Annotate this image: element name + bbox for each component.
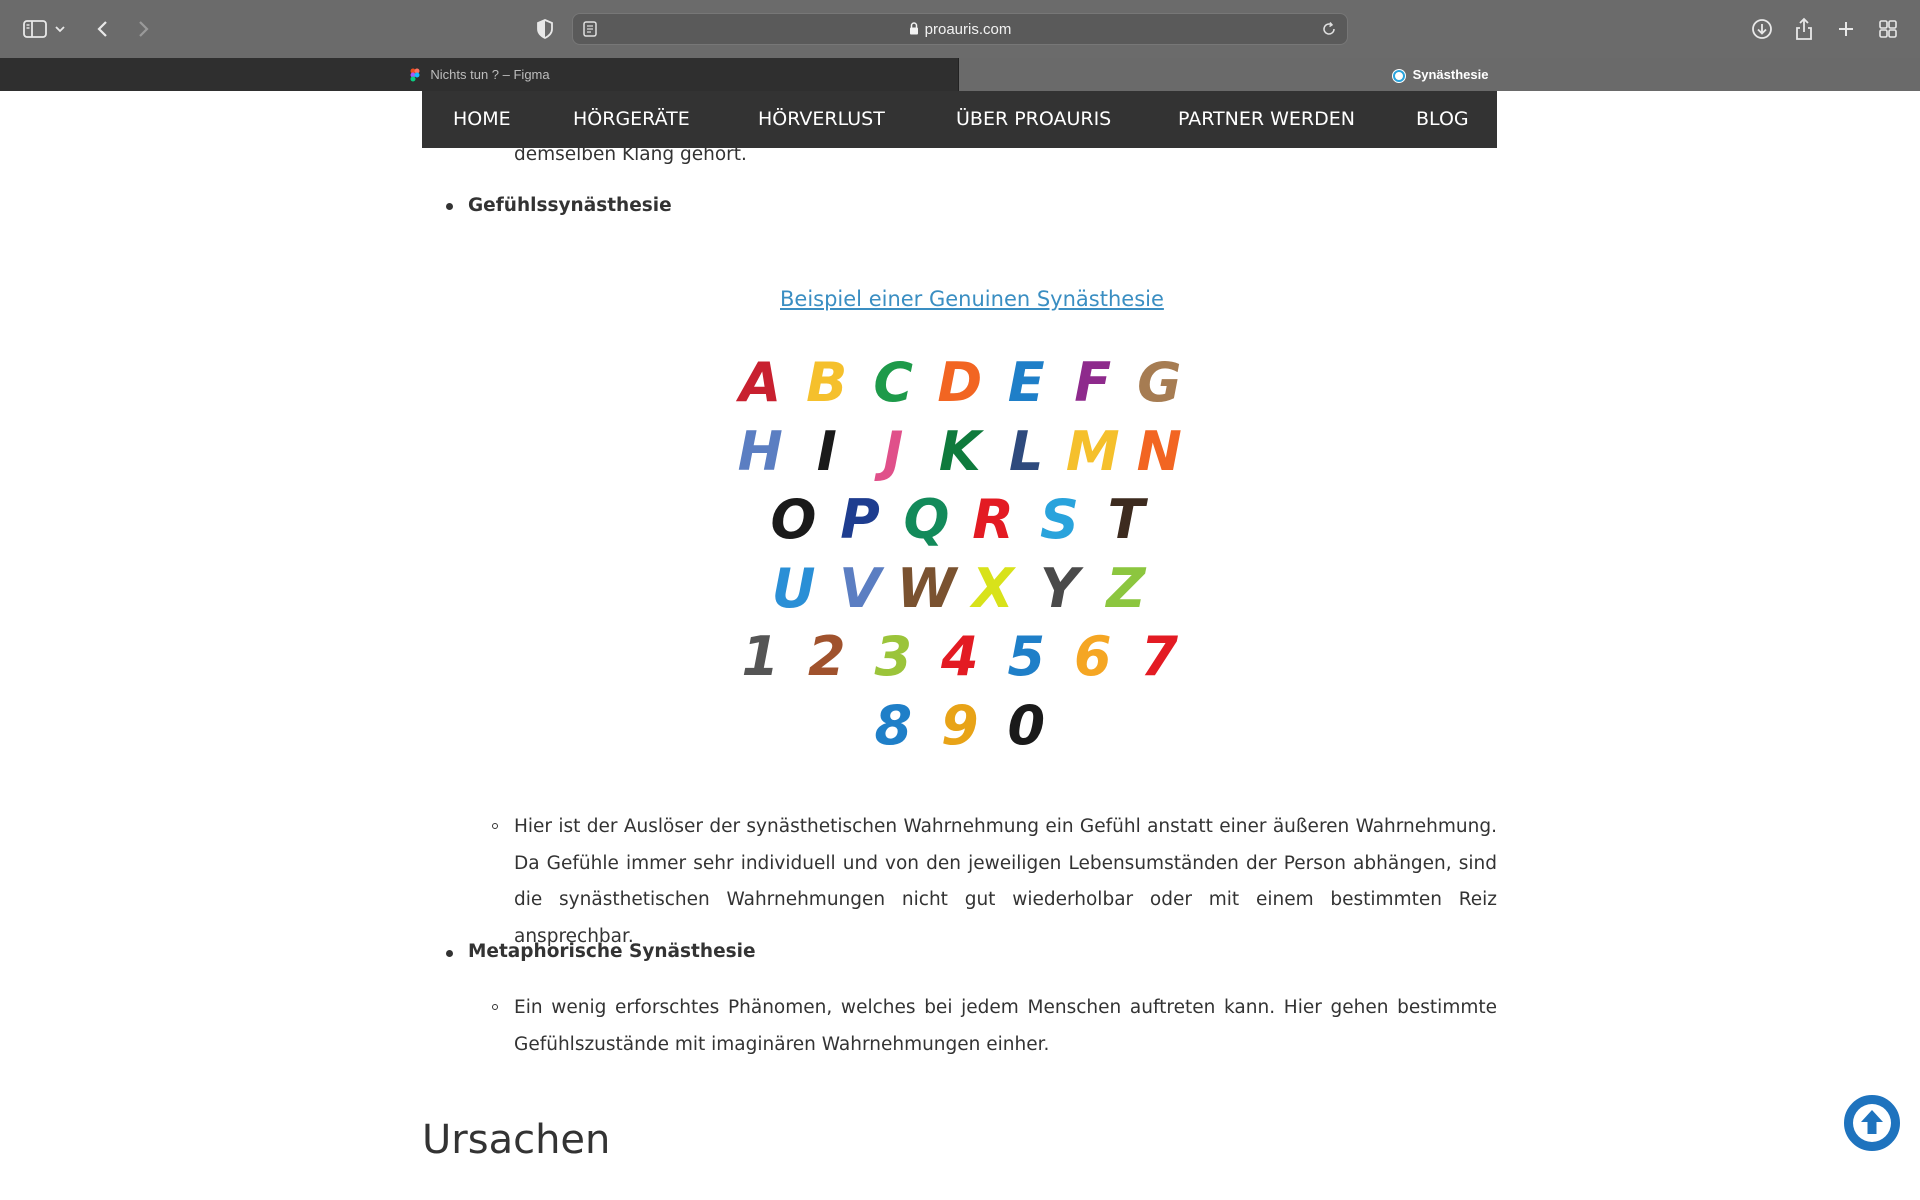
synesthesia-glyph: Z [1106, 556, 1146, 620]
arrow-up-icon [1848, 1099, 1896, 1147]
reload-icon[interactable] [1321, 21, 1337, 41]
synesthesia-glyph: R [972, 488, 1014, 551]
synesthesia-glyph: V [839, 556, 881, 620]
synesthesia-glyph: L [1009, 419, 1044, 483]
figure-caption-link[interactable]: Beispiel einer Genuinen Synästhesie [780, 287, 1164, 311]
nav-blog[interactable]: BLOG [1416, 108, 1469, 130]
synesthesia-glyph: 9 [940, 693, 979, 757]
synesthesia-glyph: J [883, 419, 904, 483]
sub-bullet [492, 1004, 498, 1010]
site-navigation [422, 91, 1497, 148]
synesthesia-glyph: 6 [1073, 625, 1112, 688]
synesthesia-glyph: T [1107, 488, 1145, 551]
paragraph-gefuehlssynaesthesie: Hier ist der Auslöser der synästhetischen Wahrnehmung ein Gefühl anstatt einer äußeren Wahrnehmung. Da Gefühle immer sehr individuell und von den jeweiligen Lebensumständen der Person abhängen, sind die synästhetischen Wahrnehmungen nicht gut wiederholbar oder mit einem bestimmten Reiz ansprechbar. [514, 816, 1497, 947]
synesthesia-glyph: 0 [1007, 693, 1046, 757]
tab-synaesthesie[interactable] [959, 58, 1920, 91]
synesthesia-glyph: Q [903, 488, 950, 551]
synesthesia-glyph: 8 [874, 693, 913, 757]
url-text: proauris.com [924, 21, 1012, 38]
nav-partner-werden[interactable]: PARTNER WERDEN [1178, 108, 1355, 130]
paragraph-metaphorische-synaesthesie: Ein wenig erforschtes Phänomen, welches bei jedem Menschen auftreten kann. Hier gehen bestimmte Gefühlszustände mit imaginären Wahrnehmungen einher. [514, 997, 1497, 1055]
bullet [446, 950, 453, 957]
synesthesia-glyph: C [873, 351, 914, 414]
synesthesia-glyph: 3 [874, 625, 913, 688]
item-title-gefuehlssynaesthesie: Gefühlssynästhesie [468, 195, 672, 216]
chevron-down-icon[interactable] [50, 14, 70, 44]
item-title-metaphorische-synaesthesie: Metaphorische Synästhesie [468, 941, 756, 962]
browser-toolbar [0, 0, 1920, 58]
forward-icon[interactable] [128, 14, 158, 44]
synesthesia-glyph: X [972, 556, 1014, 620]
proauris-icon [1391, 68, 1405, 82]
synesthesia-glyph: I [816, 419, 837, 483]
scroll-to-top-button[interactable] [1844, 1095, 1900, 1151]
synesthesia-glyph: U [771, 556, 816, 620]
bullet [446, 203, 453, 210]
synesthesia-glyph: G [1137, 351, 1182, 414]
sub-bullet [492, 823, 498, 829]
partial-text-line: demselben Klang gehört. [514, 144, 747, 165]
synesthesia-glyph: B [806, 351, 848, 414]
nav-ueber-proauris[interactable]: ÜBER PROAURIS [956, 108, 1112, 130]
tab-label: Nichts tun ? – Figma [430, 67, 550, 82]
synesthesia-glyph: 4 [940, 625, 979, 688]
address-bar[interactable] [572, 13, 1348, 45]
nav-hoergeraete[interactable]: HÖRGERÄTE [573, 108, 690, 130]
new-tab-icon[interactable] [1831, 14, 1861, 44]
tab-overview-icon[interactable] [1873, 14, 1903, 44]
back-icon[interactable] [88, 14, 118, 44]
shield-icon[interactable] [530, 14, 560, 44]
synesthesia-glyph: W [896, 556, 957, 620]
url-display [573, 21, 1347, 39]
tab-bar [0, 58, 1920, 91]
synesthesia-glyph: 1 [741, 625, 780, 688]
synesthesia-glyph: N [1136, 419, 1182, 483]
section-heading-ursachen: Ursachen [422, 1117, 611, 1163]
share-icon[interactable] [1789, 14, 1819, 44]
synesthesia-glyph: E [1007, 351, 1045, 414]
nav-home[interactable]: HOME [453, 108, 511, 130]
tab-figma[interactable] [0, 58, 959, 91]
synesthesia-glyph: 7 [1140, 625, 1179, 688]
synesthesia-glyph: D [937, 351, 983, 414]
synesthesia-glyph: O [770, 488, 817, 551]
synesthesia-glyph: M [1065, 419, 1120, 483]
lock-icon [909, 22, 919, 39]
synesthesia-glyph: H [737, 419, 783, 483]
sidebar-icon[interactable] [20, 14, 50, 44]
synesthesia-glyph: Y [1039, 556, 1080, 620]
tab-label: Synästhesie [1412, 67, 1489, 82]
synesthesia-figure [730, 350, 1190, 760]
synesthesia-glyph: 2 [807, 625, 846, 688]
synesthesia-glyph: 5 [1007, 625, 1046, 688]
nav-hoerverlust[interactable]: HÖRVERLUST [758, 108, 885, 130]
synesthesia-glyph: A [739, 351, 782, 414]
synesthesia-glyph: S [1040, 488, 1079, 551]
synesthesia-glyph: P [840, 488, 880, 551]
synesthesia-glyph: K [938, 419, 981, 483]
figma-icon [408, 68, 422, 82]
download-icon[interactable] [1747, 14, 1777, 44]
synesthesia-glyph: F [1074, 351, 1112, 414]
